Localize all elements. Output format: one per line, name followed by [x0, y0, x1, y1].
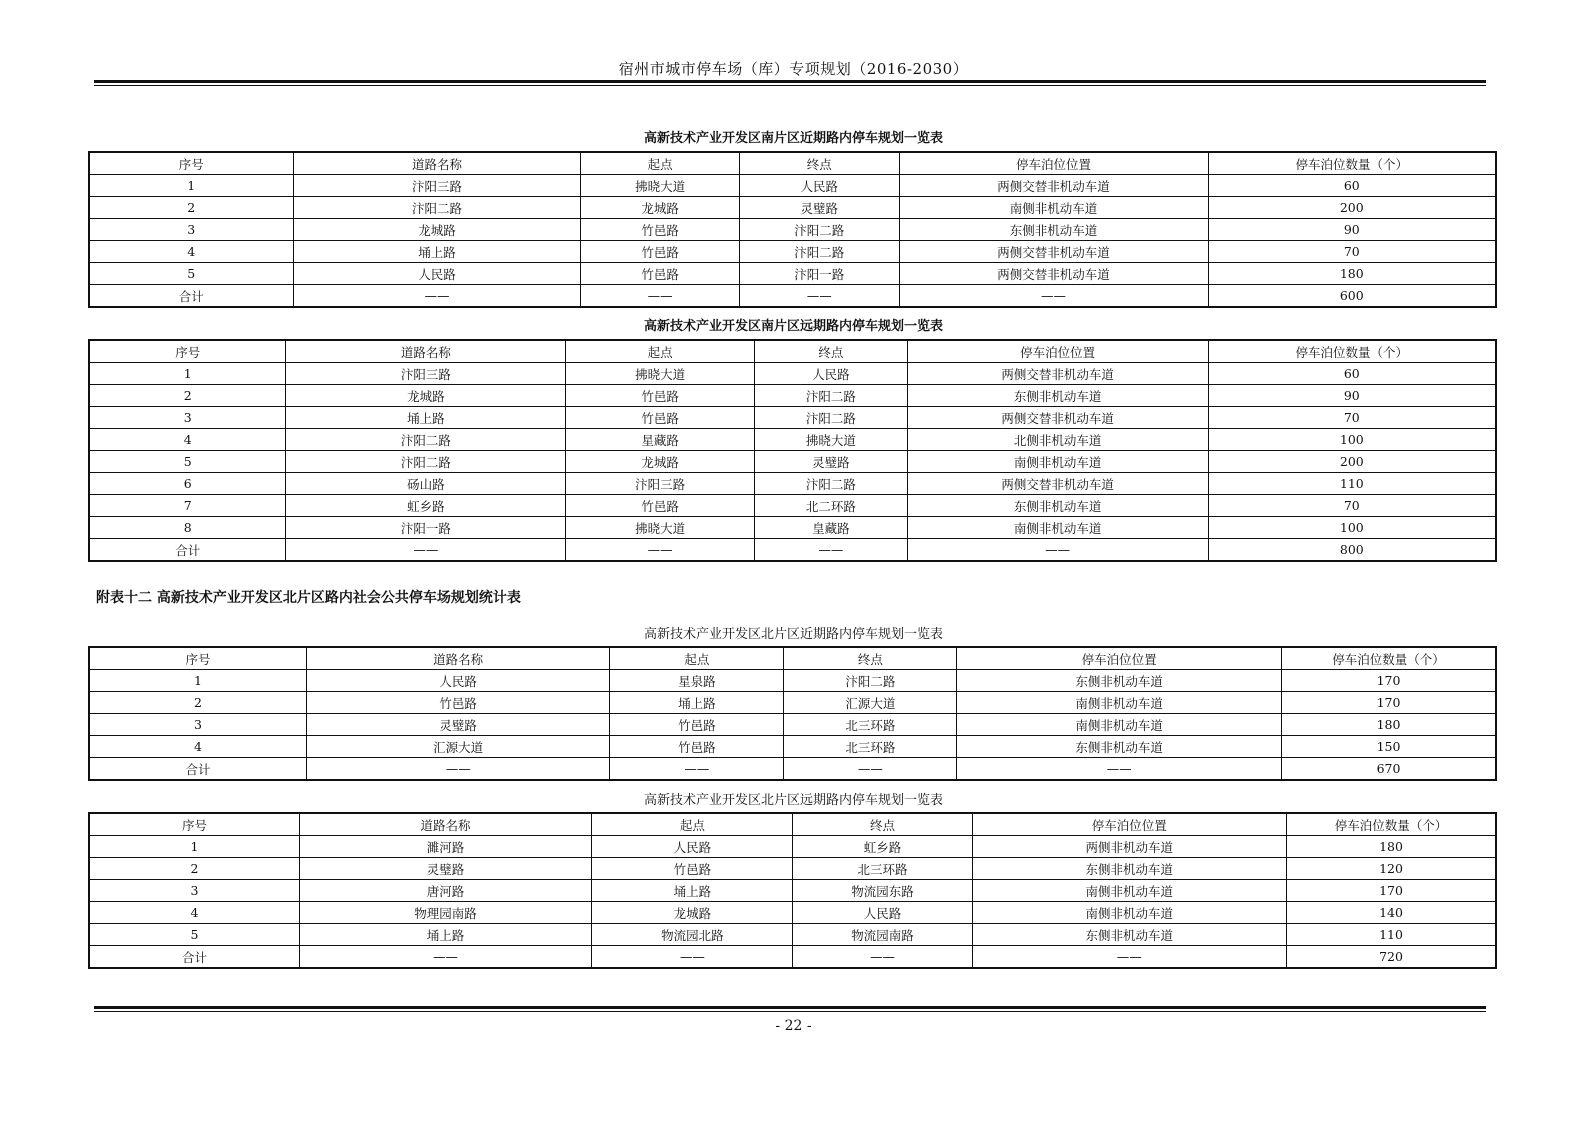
table-cell: 埇上路: [592, 880, 793, 902]
table-cell: 3: [89, 407, 286, 429]
table-cell: ——: [592, 946, 793, 969]
table-caption: 高新技术产业开发区北片区近期路内停车规划一览表: [643, 627, 943, 642]
table-cell: ——: [784, 758, 957, 781]
table-cell: 物流园东路: [793, 880, 972, 902]
table-cell: 拂晓大道: [566, 517, 755, 539]
table-cell: 汴阳三路: [566, 473, 755, 495]
table-cell: ——: [899, 285, 1208, 308]
table-header-row: [89, 340, 1496, 363]
table-cell: ——: [286, 539, 566, 562]
column-header: 起点: [566, 340, 755, 363]
table-cell: 东侧非机动车道: [899, 219, 1208, 241]
column-header: 起点: [592, 813, 793, 836]
table-cell: 180: [1282, 714, 1496, 736]
table-row: [89, 363, 1496, 385]
table-row: [89, 670, 1496, 692]
table-cell: 竹邑路: [581, 219, 740, 241]
table-cell: 汴阳一路: [739, 263, 899, 285]
table-cell: ——: [793, 946, 972, 969]
table-cell: 东侧非机动车道: [957, 670, 1282, 692]
table-cell: 两侧交替非机动车道: [899, 241, 1208, 263]
table-row: [89, 880, 1496, 902]
table-cell: 150: [1282, 736, 1496, 758]
column-header: 道路名称: [293, 152, 581, 175]
column-header: 道路名称: [299, 813, 591, 836]
table-cell: 两侧交替非机动车道: [907, 407, 1208, 429]
column-header: 停车泊位位置: [907, 340, 1208, 363]
table-cell: 物流园北路: [592, 924, 793, 946]
table-cell: 灵璧路: [299, 858, 591, 880]
table-row: [89, 495, 1496, 517]
table-cell: 4: [89, 429, 286, 451]
table-cell: 两侧交替非机动车道: [907, 473, 1208, 495]
column-header: 序号: [89, 813, 299, 836]
table-caption: 高新技术产业开发区南片区近期路内停车规划一览表: [643, 131, 943, 146]
table-cell: 龙城路: [286, 385, 566, 407]
table-cell: 汴阳三路: [293, 175, 581, 197]
column-header: 停车泊位数量（个）: [1287, 813, 1496, 836]
table-cell: 竹邑路: [566, 495, 755, 517]
column-header: 终点: [793, 813, 972, 836]
table-cell: 东侧非机动车道: [907, 385, 1208, 407]
table-cell: 4: [89, 241, 293, 263]
table-cell: 龙城路: [566, 451, 755, 473]
table-cell: 170: [1282, 692, 1496, 714]
table-cell: 东侧非机动车道: [957, 736, 1282, 758]
table-cell: 北侧非机动车道: [907, 429, 1208, 451]
table-cell: ——: [306, 758, 609, 781]
table-cell: 720: [1287, 946, 1496, 969]
header-rule-thin: [94, 85, 1486, 86]
table-cell: 汴阳二路: [755, 473, 908, 495]
table-cell: 虹乡路: [286, 495, 566, 517]
table-cell: 汴阳二路: [739, 241, 899, 263]
table-cell: 180: [1287, 836, 1496, 858]
table-cell: 人民路: [793, 902, 972, 924]
table-cell: 1: [89, 670, 306, 692]
table-cell: 竹邑路: [610, 736, 784, 758]
table-cell: ——: [610, 758, 784, 781]
column-header: 停车泊位数量（个）: [1208, 340, 1496, 363]
table-cell: 60: [1208, 175, 1496, 197]
footer-rule-thin: [94, 1011, 1486, 1012]
table-header-row: [89, 152, 1496, 175]
table-cell: 拂晓大道: [581, 175, 740, 197]
table-cell: 200: [1208, 451, 1496, 473]
table-cell: 2: [89, 197, 293, 219]
table-row: [89, 263, 1496, 285]
table-cell: 汇源大道: [306, 736, 609, 758]
table-cell: 汴阳二路: [286, 429, 566, 451]
table-cell: 70: [1208, 407, 1496, 429]
column-header: 序号: [89, 152, 293, 175]
table-header-row: [89, 647, 1496, 670]
table-cell: 3: [89, 219, 293, 241]
table-cell: 埇上路: [293, 241, 581, 263]
table-cell: 合计: [89, 946, 299, 969]
table-cell: 埇上路: [299, 924, 591, 946]
column-header: 停车泊位位置: [972, 813, 1287, 836]
table-cell: 北三环路: [784, 736, 957, 758]
table-cell: 170: [1287, 880, 1496, 902]
column-header: 终点: [755, 340, 908, 363]
table-cell: 合计: [89, 758, 306, 781]
table-cell: ——: [972, 946, 1287, 969]
table-cell: ——: [755, 539, 908, 562]
table-cell: 南侧非机动车道: [899, 197, 1208, 219]
table-cell: 南侧非机动车道: [907, 451, 1208, 473]
table-cell: 5: [89, 451, 286, 473]
table-cell: 5: [89, 263, 293, 285]
table-cell: 星藏路: [566, 429, 755, 451]
table-cell: 汴阳二路: [293, 197, 581, 219]
parking-table: [88, 812, 1497, 969]
table-cell: 灵璧路: [306, 714, 609, 736]
table-cell: 拂晓大道: [566, 363, 755, 385]
table-cell: 两侧交替非机动车道: [899, 175, 1208, 197]
table-row: [89, 836, 1496, 858]
table-row: [89, 407, 1496, 429]
column-header: 序号: [89, 647, 306, 670]
table-cell: 星泉路: [610, 670, 784, 692]
table-cell: 600: [1208, 285, 1496, 308]
column-header: 停车泊位位置: [957, 647, 1282, 670]
table-cell: 110: [1287, 924, 1496, 946]
table-cell: 汴阳一路: [286, 517, 566, 539]
table-cell: 4: [89, 902, 299, 924]
column-header: 停车泊位数量（个）: [1208, 152, 1496, 175]
table-row: [89, 736, 1496, 758]
table-cell: 北三环路: [784, 714, 957, 736]
table-total-row: [89, 758, 1496, 781]
header-rule-thick: [94, 80, 1486, 83]
table-cell: 竹邑路: [581, 241, 740, 263]
table-cell: 南侧非机动车道: [907, 517, 1208, 539]
column-header: 终点: [784, 647, 957, 670]
table-cell: 100: [1208, 517, 1496, 539]
table-cell: 4: [89, 736, 306, 758]
table-cell: 90: [1208, 219, 1496, 241]
table-cell: 北二环路: [755, 495, 908, 517]
column-header: 道路名称: [306, 647, 609, 670]
table-cell: 5: [89, 924, 299, 946]
table-cell: 汴阳二路: [755, 407, 908, 429]
table-cell: 皇藏路: [755, 517, 908, 539]
table-cell: 物流园南路: [793, 924, 972, 946]
column-header: 停车泊位位置: [899, 152, 1208, 175]
table-row: [89, 241, 1496, 263]
table-cell: 龙城路: [293, 219, 581, 241]
table-cell: 180: [1208, 263, 1496, 285]
table-cell: 南侧非机动车道: [957, 714, 1282, 736]
table-total-row: [89, 539, 1496, 562]
table-row: [89, 924, 1496, 946]
table-cell: 90: [1208, 385, 1496, 407]
table-cell: 东侧非机动车道: [907, 495, 1208, 517]
table-cell: 灵璧路: [739, 197, 899, 219]
table-cell: 140: [1287, 902, 1496, 924]
parking-table: [88, 646, 1497, 781]
table-cell: 人民路: [739, 175, 899, 197]
table-cell: 南侧非机动车道: [957, 692, 1282, 714]
table-cell: 110: [1208, 473, 1496, 495]
page-number: - 22 -: [775, 1018, 812, 1034]
table-cell: 汴阳二路: [286, 451, 566, 473]
table-cell: 南侧非机动车道: [972, 902, 1287, 924]
table-cell: 虹乡路: [793, 836, 972, 858]
table-row: [89, 197, 1496, 219]
table-caption: 高新技术产业开发区北片区远期路内停车规划一览表: [643, 793, 943, 808]
table-cell: 2: [89, 692, 306, 714]
table-cell: ——: [566, 539, 755, 562]
table-cell: 濉河路: [299, 836, 591, 858]
table-cell: 100: [1208, 429, 1496, 451]
table-cell: 灵璧路: [755, 451, 908, 473]
table-cell: 北三环路: [793, 858, 972, 880]
table-cell: 竹邑路: [581, 263, 740, 285]
table-cell: 物理园南路: [299, 902, 591, 924]
parking-table: [88, 151, 1497, 308]
table-cell: 7: [89, 495, 286, 517]
table-cell: 人民路: [306, 670, 609, 692]
table-cell: 埇上路: [286, 407, 566, 429]
table-cell: 170: [1282, 670, 1496, 692]
table-cell: 200: [1208, 197, 1496, 219]
table-cell: 70: [1208, 495, 1496, 517]
table-cell: 龙城路: [581, 197, 740, 219]
table-cell: 龙城路: [592, 902, 793, 924]
table-cell: 汴阳三路: [286, 363, 566, 385]
table-cell: 3: [89, 714, 306, 736]
table-row: [89, 902, 1496, 924]
table-cell: 竹邑路: [610, 714, 784, 736]
table-caption: 高新技术产业开发区南片区远期路内停车规划一览表: [643, 319, 943, 334]
column-header: 终点: [739, 152, 899, 175]
page-header-title: 宿州市城市停车场（库）专项规划（2016-2030）: [618, 60, 969, 78]
table-cell: ——: [293, 285, 581, 308]
table-row: [89, 473, 1496, 495]
table-cell: 两侧非机动车道: [972, 836, 1287, 858]
table-cell: ——: [739, 285, 899, 308]
footer-rule-thick: [94, 1006, 1486, 1009]
table-cell: 人民路: [755, 363, 908, 385]
table-cell: 竹邑路: [306, 692, 609, 714]
table-cell: 竹邑路: [566, 407, 755, 429]
table-cell: 东侧非机动车道: [972, 924, 1287, 946]
table-row: [89, 175, 1496, 197]
table-cell: 8: [89, 517, 286, 539]
table-cell: 1: [89, 836, 299, 858]
section-heading: 附表十二 高新技术产业开发区北片区路内社会公共停车场规划统计表: [96, 590, 521, 606]
table-cell: 合计: [89, 285, 293, 308]
table-cell: 1: [89, 175, 293, 197]
table-header-row: [89, 813, 1496, 836]
table-cell: 汴阳二路: [784, 670, 957, 692]
table-row: [89, 714, 1496, 736]
table-cell: 合计: [89, 539, 286, 562]
table-cell: 人民路: [592, 836, 793, 858]
table-cell: 120: [1287, 858, 1496, 880]
table-cell: 2: [89, 385, 286, 407]
table-row: [89, 219, 1496, 241]
table-cell: 两侧交替非机动车道: [899, 263, 1208, 285]
table-cell: 汴阳二路: [739, 219, 899, 241]
table-cell: 60: [1208, 363, 1496, 385]
column-header: 道路名称: [286, 340, 566, 363]
table-cell: 埇上路: [610, 692, 784, 714]
column-header: 起点: [581, 152, 740, 175]
table-total-row: [89, 946, 1496, 969]
parking-table: [88, 339, 1497, 562]
table-cell: 竹邑路: [592, 858, 793, 880]
table-row: [89, 517, 1496, 539]
table-cell: 竹邑路: [566, 385, 755, 407]
table-cell: ——: [957, 758, 1282, 781]
table-cell: 人民路: [293, 263, 581, 285]
table-cell: 汴阳二路: [755, 385, 908, 407]
table-cell: 拂晓大道: [755, 429, 908, 451]
table-cell: 汇源大道: [784, 692, 957, 714]
table-row: [89, 858, 1496, 880]
column-header: 停车泊位数量（个）: [1282, 647, 1496, 670]
table-cell: 砀山路: [286, 473, 566, 495]
table-row: [89, 451, 1496, 473]
table-cell: 两侧交替非机动车道: [907, 363, 1208, 385]
table-cell: 800: [1208, 539, 1496, 562]
table-total-row: [89, 285, 1496, 308]
table-row: [89, 692, 1496, 714]
table-row: [89, 429, 1496, 451]
column-header: 起点: [610, 647, 784, 670]
column-header: 序号: [89, 340, 286, 363]
table-cell: 670: [1282, 758, 1496, 781]
table-cell: 6: [89, 473, 286, 495]
table-row: [89, 385, 1496, 407]
table-cell: 东侧非机动车道: [972, 858, 1287, 880]
table-cell: ——: [581, 285, 740, 308]
table-cell: 唐河路: [299, 880, 591, 902]
table-cell: ——: [907, 539, 1208, 562]
table-cell: 70: [1208, 241, 1496, 263]
table-cell: 3: [89, 880, 299, 902]
table-cell: 1: [89, 363, 286, 385]
table-cell: 南侧非机动车道: [972, 880, 1287, 902]
table-cell: ——: [299, 946, 591, 969]
table-cell: 2: [89, 858, 299, 880]
